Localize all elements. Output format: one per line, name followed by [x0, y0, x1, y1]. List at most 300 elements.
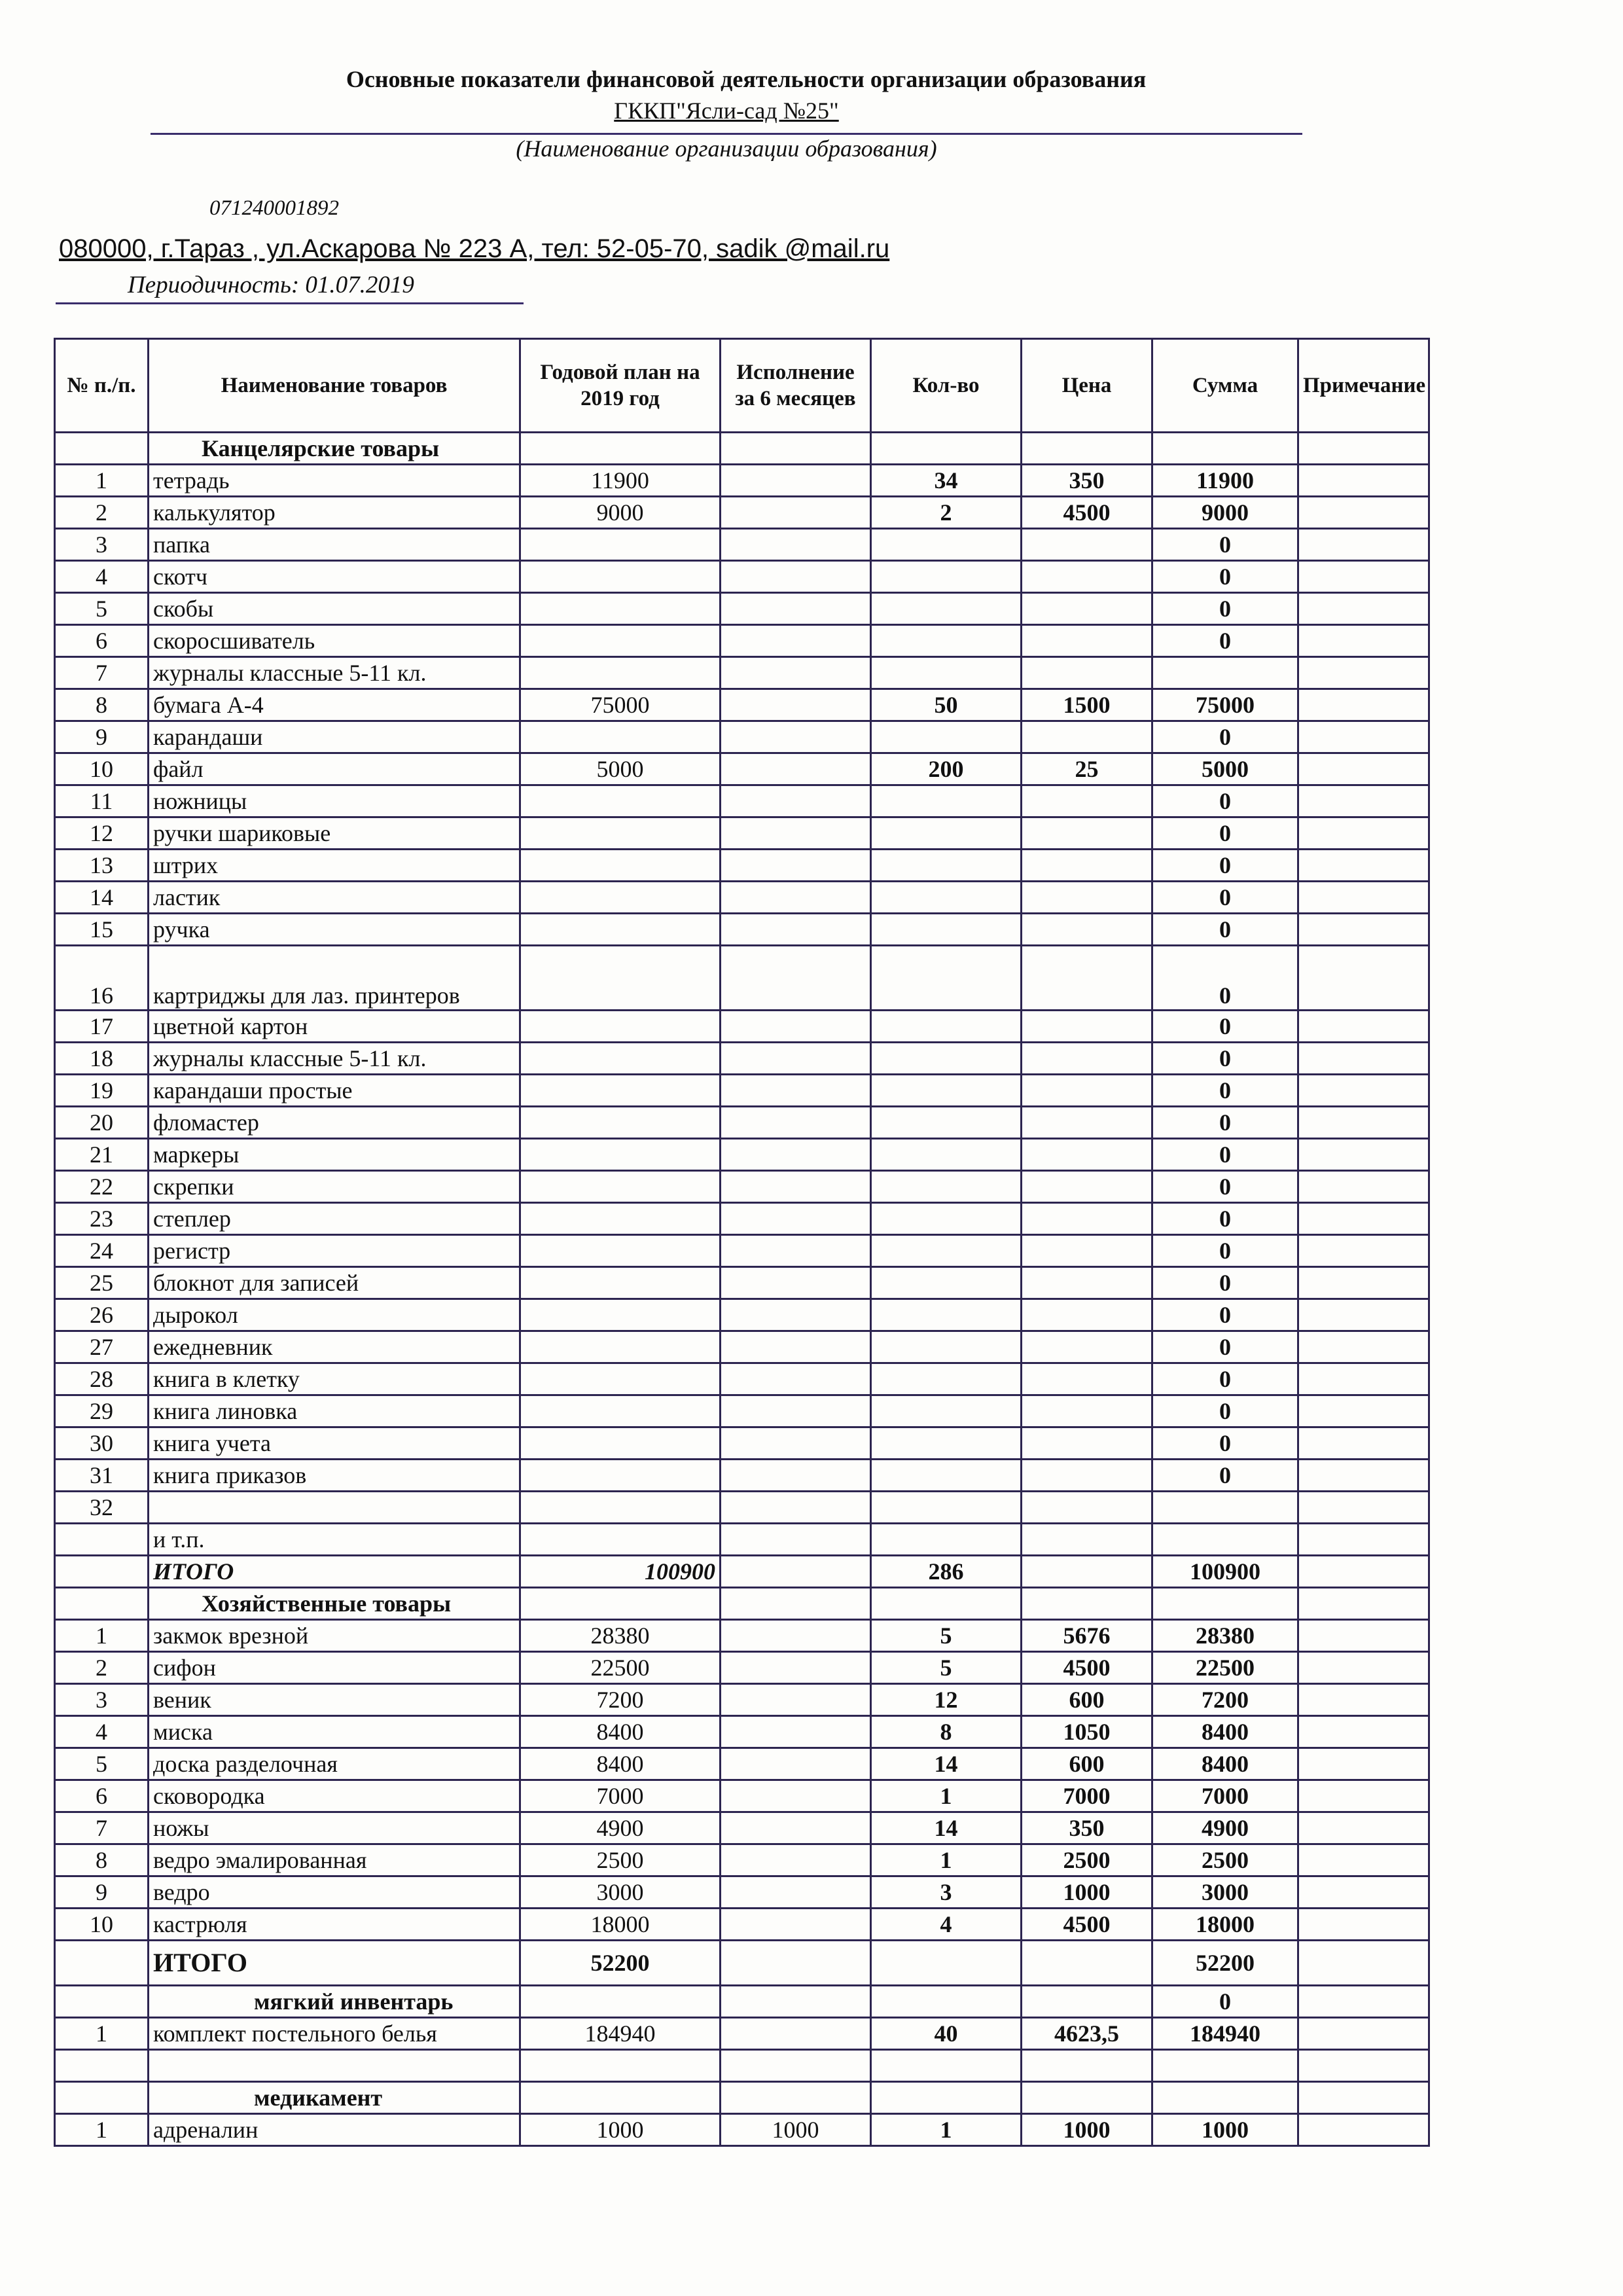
- cell-plan: [520, 1460, 721, 1492]
- periodicity: Периодичность: 01.07.2019: [128, 272, 414, 298]
- cell-qty: 200: [871, 753, 1022, 785]
- cell-price: 600: [1022, 1748, 1152, 1780]
- cell-sum: 8400: [1152, 1716, 1298, 1748]
- cell-name: картриджы для лаз. принтеров: [149, 946, 520, 1011]
- cell-exec: [721, 1620, 871, 1652]
- cell-plan: [520, 2082, 721, 2114]
- cell-plan: [520, 1267, 721, 1299]
- cell-qty: [871, 721, 1022, 753]
- cell-price: 4500: [1022, 1909, 1152, 1941]
- cell-price: [1022, 1395, 1152, 1427]
- cell-qty: [871, 882, 1022, 914]
- table-row: [55, 785, 1429, 817]
- cell-note: [1298, 785, 1429, 817]
- cell-note: [1298, 1524, 1429, 1556]
- cell-price: [1022, 2050, 1152, 2082]
- cell-num: 9: [55, 721, 149, 753]
- cell-note: [1298, 1107, 1429, 1139]
- cell-price: 4500: [1022, 497, 1152, 529]
- cell-exec: [721, 1107, 871, 1139]
- cell-note: [1298, 1011, 1429, 1043]
- cell-exec: [721, 882, 871, 914]
- cell-qty: [871, 593, 1022, 625]
- cell-note: [1298, 561, 1429, 593]
- cell-sum: 0: [1152, 1171, 1298, 1203]
- table-row: [55, 1107, 1429, 1139]
- cell-note: [1298, 1299, 1429, 1331]
- cell-name: скрепки: [149, 1171, 520, 1203]
- cell-plan: [520, 1107, 721, 1139]
- tall-row: [55, 946, 1429, 1011]
- cell-sum: 0: [1152, 1107, 1298, 1139]
- cell-num: [55, 1941, 149, 1986]
- cell-note: [1298, 1716, 1429, 1748]
- cell-exec: [721, 1171, 871, 1203]
- cell-num: 25: [55, 1267, 149, 1299]
- organization-name: ГККП"Ясли-сад №25": [614, 98, 839, 124]
- cell-exec: [721, 2050, 871, 2082]
- cell-price: 350: [1022, 1812, 1152, 1844]
- cell-sum: 1000: [1152, 2114, 1298, 2146]
- cell-exec: [721, 1524, 871, 1556]
- cell-note: [1298, 1812, 1429, 1844]
- cell-num: 26: [55, 1299, 149, 1331]
- cell-exec: [721, 1748, 871, 1780]
- cell-exec: [721, 689, 871, 721]
- cell-sum: 0: [1152, 1203, 1298, 1235]
- cell-price: [1022, 593, 1152, 625]
- cell-price: [1022, 1107, 1152, 1139]
- section-row: [55, 1588, 1429, 1620]
- cell-sum: 0: [1152, 1235, 1298, 1267]
- cell-qty: [871, 561, 1022, 593]
- cell-plan: [520, 1011, 721, 1043]
- cell-name: медикамент: [149, 2082, 520, 2114]
- cell-qty: 8: [871, 1716, 1022, 1748]
- cell-sum: 0: [1152, 914, 1298, 946]
- cell-plan: [520, 1139, 721, 1171]
- cell-num: 1: [55, 2018, 149, 2050]
- cell-name: ведро эмалированная: [149, 1844, 520, 1876]
- cell-qty: [871, 785, 1022, 817]
- cell-num: 4: [55, 561, 149, 593]
- cell-sum: 100900: [1152, 1556, 1298, 1588]
- cell-sum: 0: [1152, 1331, 1298, 1363]
- table-row: [55, 1748, 1429, 1780]
- cell-qty: [871, 1460, 1022, 1492]
- table-row: [55, 1876, 1429, 1909]
- cell-sum: 184940: [1152, 2018, 1298, 2050]
- cell-exec: [721, 850, 871, 882]
- cell-sum: 0: [1152, 1427, 1298, 1460]
- cell-sum: 0: [1152, 1395, 1298, 1427]
- table-row: [55, 1299, 1429, 1331]
- cell-plan: [520, 1203, 721, 1235]
- cell-plan: [520, 1395, 721, 1427]
- cell-price: [1022, 1203, 1152, 1235]
- cell-note: [1298, 850, 1429, 882]
- cell-name: скотч: [149, 561, 520, 593]
- table-row: [55, 850, 1429, 882]
- cell-name: блокнот для записей: [149, 1267, 520, 1299]
- cell-exec: [721, 1844, 871, 1876]
- cell-name: карандаши простые: [149, 1075, 520, 1107]
- cell-num: 4: [55, 1716, 149, 1748]
- cell-name: книга линовка: [149, 1395, 520, 1427]
- cell-name: журналы классные 5-11 кл.: [149, 657, 520, 689]
- cell-price: [1022, 1043, 1152, 1075]
- cell-price: [1022, 1171, 1152, 1203]
- cell-name: бумага А-4: [149, 689, 520, 721]
- cell-name: ежедневник: [149, 1331, 520, 1363]
- cell-name: закмок врезной: [149, 1620, 520, 1652]
- col-header-note: Примечание: [1298, 339, 1429, 433]
- cell-plan: 8400: [520, 1748, 721, 1780]
- cell-qty: [871, 1492, 1022, 1524]
- cell-num: 8: [55, 689, 149, 721]
- cell-exec: [721, 753, 871, 785]
- cell-sum: 18000: [1152, 1909, 1298, 1941]
- cell-qty: [871, 1363, 1022, 1395]
- cell-plan: [520, 1986, 721, 2018]
- cell-plan: 5000: [520, 753, 721, 785]
- cell-name: степлер: [149, 1203, 520, 1235]
- cell-sum: [1152, 2050, 1298, 2082]
- cell-name: маркеры: [149, 1139, 520, 1171]
- cell-price: [1022, 1588, 1152, 1620]
- cell-exec: [721, 561, 871, 593]
- cell-price: 25: [1022, 753, 1152, 785]
- cell-sum: 0: [1152, 529, 1298, 561]
- col-header-sum: Сумма: [1152, 339, 1298, 433]
- cell-sum: 0: [1152, 1139, 1298, 1171]
- cell-note: [1298, 1043, 1429, 1075]
- cell-name: ластик: [149, 882, 520, 914]
- total-row: [55, 1556, 1429, 1588]
- cell-plan: 18000: [520, 1909, 721, 1941]
- section-indent-row: [55, 2082, 1429, 2114]
- cell-num: 10: [55, 1909, 149, 1941]
- cell-plan: [520, 721, 721, 753]
- cell-qty: [871, 1139, 1022, 1171]
- cell-note: [1298, 1075, 1429, 1107]
- cell-sum: [1152, 2082, 1298, 2114]
- cell-note: [1298, 529, 1429, 561]
- cell-exec: [721, 1780, 871, 1812]
- cell-price: [1022, 1139, 1152, 1171]
- cell-name: скобы: [149, 593, 520, 625]
- cell-num: 29: [55, 1395, 149, 1427]
- cell-note: [1298, 2114, 1429, 2146]
- table-row: [55, 1203, 1429, 1235]
- cell-sum: 7200: [1152, 1684, 1298, 1716]
- cell-price: 1050: [1022, 1716, 1152, 1748]
- cell-name: [149, 1492, 520, 1524]
- cell-qty: 34: [871, 465, 1022, 497]
- col-header-num: № п./п.: [55, 339, 149, 433]
- cell-sum: 0: [1152, 1299, 1298, 1331]
- cell-exec: [721, 1075, 871, 1107]
- table-row: [55, 497, 1429, 529]
- cell-price: [1022, 785, 1152, 817]
- cell-sum: 52200: [1152, 1941, 1298, 1986]
- cell-sum: 28380: [1152, 1620, 1298, 1652]
- cell-qty: [871, 817, 1022, 850]
- financial-indicators-table: [54, 338, 1430, 2147]
- col-header-plan: Годовой план на 2019 год: [520, 339, 721, 433]
- cell-exec: [721, 657, 871, 689]
- cell-num: 2: [55, 497, 149, 529]
- table-row: [55, 1716, 1429, 1748]
- cell-qty: 2: [871, 497, 1022, 529]
- table-header-row: [55, 339, 1429, 433]
- cell-sum: 0: [1152, 946, 1298, 1011]
- cell-num: [55, 1986, 149, 2018]
- cell-plan: [520, 433, 721, 465]
- cell-plan: [520, 882, 721, 914]
- cell-plan: [520, 1427, 721, 1460]
- table-row: [55, 1427, 1429, 1460]
- cell-plan: [520, 1299, 721, 1331]
- cell-plan: 7200: [520, 1684, 721, 1716]
- cell-exec: [721, 1556, 871, 1588]
- cell-name: мягкий инвентарь: [149, 1986, 520, 2018]
- cell-exec: [721, 721, 871, 753]
- cell-plan: 184940: [520, 2018, 721, 2050]
- table-row: [55, 689, 1429, 721]
- cell-name: файл: [149, 753, 520, 785]
- cell-price: 1000: [1022, 1876, 1152, 1909]
- cell-sum: 0: [1152, 1011, 1298, 1043]
- cell-exec: [721, 497, 871, 529]
- cell-note: [1298, 1986, 1429, 2018]
- cell-plan: [520, 946, 721, 1011]
- cell-price: [1022, 1556, 1152, 1588]
- cell-note: [1298, 817, 1429, 850]
- cell-plan: 28380: [520, 1620, 721, 1652]
- cell-exec: [721, 946, 871, 1011]
- cell-name: комплект постельного белья: [149, 2018, 520, 2050]
- cell-name: скоросшиватель: [149, 625, 520, 657]
- cell-price: 600: [1022, 1684, 1152, 1716]
- cell-name: доска разделочная: [149, 1748, 520, 1780]
- cell-exec: [721, 1588, 871, 1620]
- cell-price: [1022, 2082, 1152, 2114]
- col-header-price: Цена: [1022, 339, 1152, 433]
- cell-note: [1298, 2082, 1429, 2114]
- table-row: [55, 2018, 1429, 2050]
- table-row: [55, 529, 1429, 561]
- cell-exec: [721, 1267, 871, 1299]
- cell-name: книга учета: [149, 1427, 520, 1460]
- cell-name: сифон: [149, 1652, 520, 1684]
- cell-plan: 75000: [520, 689, 721, 721]
- cell-price: [1022, 1299, 1152, 1331]
- cell-plan: [520, 529, 721, 561]
- cell-qty: [871, 1075, 1022, 1107]
- cell-num: 17: [55, 1011, 149, 1043]
- cell-exec: [721, 529, 871, 561]
- cell-price: [1022, 1492, 1152, 1524]
- cell-exec: [721, 1716, 871, 1748]
- cell-name: Канцелярские товары: [149, 433, 520, 465]
- cell-plan: 52200: [520, 1941, 721, 1986]
- cell-note: [1298, 753, 1429, 785]
- table-row: [55, 1620, 1429, 1652]
- cell-price: [1022, 1363, 1152, 1395]
- cell-name: ИТОГО: [149, 1941, 520, 1986]
- cell-price: [1022, 1331, 1152, 1363]
- cell-num: 3: [55, 1684, 149, 1716]
- cell-num: 5: [55, 593, 149, 625]
- table-row: [55, 1043, 1429, 1075]
- cell-plan: [520, 561, 721, 593]
- table-row: [55, 1844, 1429, 1876]
- cell-note: [1298, 1556, 1429, 1588]
- cell-name: адреналин: [149, 2114, 520, 2146]
- cell-sum: 3000: [1152, 1876, 1298, 1909]
- table-row: [55, 1909, 1429, 1941]
- cell-qty: 12: [871, 1684, 1022, 1716]
- table-row: [55, 1171, 1429, 1203]
- cell-sum: 0: [1152, 1267, 1298, 1299]
- cell-plan: [520, 1171, 721, 1203]
- table-row: [55, 1235, 1429, 1267]
- cell-price: 7000: [1022, 1780, 1152, 1812]
- cell-note: [1298, 1780, 1429, 1812]
- cell-exec: [721, 1986, 871, 2018]
- cell-price: [1022, 625, 1152, 657]
- cell-num: 1: [55, 2114, 149, 2146]
- cell-name: Хозяйственные товары: [149, 1588, 520, 1620]
- table-row: [55, 561, 1429, 593]
- cell-note: [1298, 2018, 1429, 2050]
- col-header-qty: Кол-во: [871, 339, 1022, 433]
- cell-exec: [721, 2018, 871, 2050]
- cell-qty: 14: [871, 1812, 1022, 1844]
- cell-exec: [721, 1395, 871, 1427]
- table-row: [55, 753, 1429, 785]
- cell-exec: [721, 625, 871, 657]
- cell-exec: [721, 1684, 871, 1716]
- cell-sum: 0: [1152, 625, 1298, 657]
- cell-sum: 0: [1152, 817, 1298, 850]
- cell-qty: [871, 1107, 1022, 1139]
- cell-note: [1298, 721, 1429, 753]
- cell-num: 28: [55, 1363, 149, 1395]
- cell-plan: [520, 1043, 721, 1075]
- cell-num: 9: [55, 1876, 149, 1909]
- cell-qty: [871, 1588, 1022, 1620]
- cell-price: [1022, 1941, 1152, 1986]
- table-row: [55, 1363, 1429, 1395]
- cell-num: 7: [55, 657, 149, 689]
- table-row: [55, 1780, 1429, 1812]
- cell-qty: [871, 1986, 1022, 2018]
- table-row: [55, 1139, 1429, 1171]
- cell-note: [1298, 1203, 1429, 1235]
- cell-name: папка: [149, 529, 520, 561]
- cell-note: [1298, 1684, 1429, 1716]
- cell-sum: 0: [1152, 593, 1298, 625]
- cell-price: [1022, 850, 1152, 882]
- cell-qty: 3: [871, 1876, 1022, 1909]
- cell-qty: [871, 529, 1022, 561]
- cell-plan: 7000: [520, 1780, 721, 1812]
- cell-sum: [1152, 1492, 1298, 1524]
- cell-qty: 50: [871, 689, 1022, 721]
- table-row: [55, 625, 1429, 657]
- cell-note: [1298, 1748, 1429, 1780]
- cell-exec: [721, 1941, 871, 1986]
- cell-qty: [871, 1299, 1022, 1331]
- cell-qty: [871, 850, 1022, 882]
- cell-note: [1298, 1139, 1429, 1171]
- cell-name: ведро: [149, 1876, 520, 1909]
- cell-num: 1: [55, 1620, 149, 1652]
- cell-exec: [721, 433, 871, 465]
- cell-price: [1022, 946, 1152, 1011]
- cell-num: 2: [55, 1652, 149, 1684]
- cell-price: 4500: [1022, 1652, 1152, 1684]
- cell-price: [1022, 1011, 1152, 1043]
- cell-sum: 9000: [1152, 497, 1298, 529]
- cell-num: 24: [55, 1235, 149, 1267]
- cell-price: 4623,5: [1022, 2018, 1152, 2050]
- cell-price: 1000: [1022, 2114, 1152, 2146]
- cell-price: [1022, 1427, 1152, 1460]
- cell-sum: 0: [1152, 882, 1298, 914]
- table-row: [55, 1652, 1429, 1684]
- cell-note: [1298, 1876, 1429, 1909]
- cell-name: миска: [149, 1716, 520, 1748]
- cell-exec: [721, 1876, 871, 1909]
- cell-price: 1500: [1022, 689, 1152, 721]
- cell-plan: 100900: [520, 1556, 721, 1588]
- cell-num: 27: [55, 1331, 149, 1363]
- cell-price: 350: [1022, 465, 1152, 497]
- cell-num: 14: [55, 882, 149, 914]
- cell-qty: [871, 914, 1022, 946]
- cell-num: 32: [55, 1492, 149, 1524]
- cell-qty: 286: [871, 1556, 1022, 1588]
- table-row: [55, 1011, 1429, 1043]
- cell-qty: 1: [871, 1844, 1022, 1876]
- cell-qty: [871, 1203, 1022, 1235]
- total2-row: [55, 1941, 1429, 1986]
- cell-qty: 5: [871, 1620, 1022, 1652]
- cell-note: [1298, 1395, 1429, 1427]
- table-row: [55, 465, 1429, 497]
- cell-num: 10: [55, 753, 149, 785]
- cell-exec: [721, 1139, 871, 1171]
- cell-qty: [871, 2050, 1022, 2082]
- cell-sum: 0: [1152, 850, 1298, 882]
- cell-price: [1022, 561, 1152, 593]
- cell-sum: [1152, 1588, 1298, 1620]
- table-row: [55, 882, 1429, 914]
- cell-name: сковородка: [149, 1780, 520, 1812]
- cell-num: 23: [55, 1203, 149, 1235]
- cell-name: ИТОГО: [149, 1556, 520, 1588]
- cell-exec: [721, 1363, 871, 1395]
- table-row: [55, 1331, 1429, 1363]
- cell-exec: [721, 1299, 871, 1331]
- cell-exec: [721, 914, 871, 946]
- cell-num: 31: [55, 1460, 149, 1492]
- cell-plan: [520, 1492, 721, 1524]
- cell-price: [1022, 882, 1152, 914]
